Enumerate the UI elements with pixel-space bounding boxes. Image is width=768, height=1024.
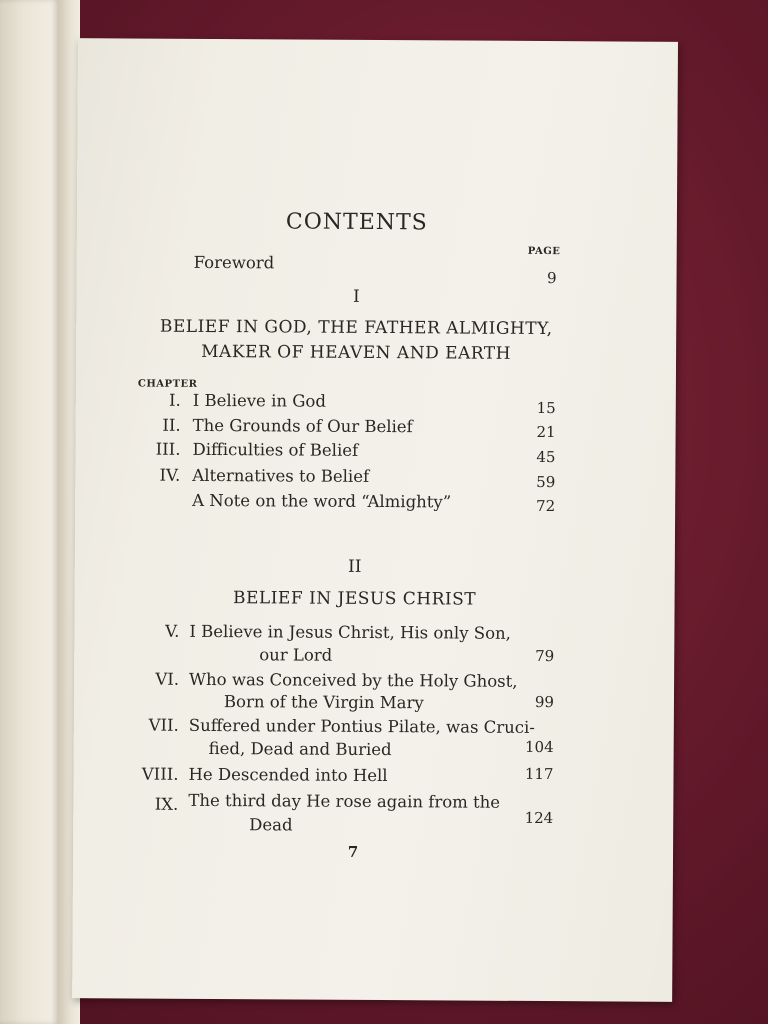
chapter-numeral: I.	[168, 390, 181, 410]
chapter-numeral: VIII.	[141, 764, 179, 784]
chapter-title-line: The third day He rose again from the	[188, 790, 501, 812]
chapter-numeral: IV.	[159, 465, 181, 485]
chapter-page: 79	[535, 646, 555, 666]
note-page: 72	[536, 496, 556, 516]
chapter-title-line: I Believe in Jesus Christ, His only Son,	[189, 621, 511, 643]
chapter-title-line: Suffered under Pontius Pilate, was Cruci-	[188, 715, 535, 737]
chapter-title-line: Dead	[249, 815, 293, 835]
page-title: CONTENTS	[285, 209, 428, 236]
page-column-header: PAGE	[527, 245, 561, 258]
page-folio: 7	[347, 842, 359, 861]
chapter-page: 21	[536, 422, 556, 442]
chapter-title: I Believe in God	[192, 390, 326, 411]
chapter-numeral: V.	[165, 621, 180, 641]
chapter-numeral: III.	[155, 439, 181, 459]
chapter-page: 15	[536, 398, 556, 418]
chapter-title-line: He Descended into Hell	[188, 764, 388, 786]
chapter-numeral: VII.	[148, 715, 179, 735]
contents-page	[72, 38, 678, 1002]
chapter-page: 124	[524, 808, 554, 828]
chapter-numeral: IX.	[154, 794, 179, 814]
chapter-title-line: fied, Dead and Buried	[208, 738, 392, 760]
chapter-page: 45	[536, 447, 556, 467]
chapter-title: The Grounds of Our Belief	[192, 415, 413, 437]
part-title: BELIEF IN JESUS CHRIST	[232, 588, 477, 610]
chapter-title-line: our Lord	[259, 645, 333, 665]
foreword-page: 9	[546, 269, 557, 288]
chapter-title-line: Born of the Virgin Mary	[223, 692, 424, 713]
note-title: A Note on the word “Almighty”	[192, 490, 452, 512]
foreword-entry: Foreword	[193, 252, 275, 273]
chapter-title-line: Who was Conceived by the Holy Ghost,	[189, 669, 518, 691]
chapter-page: 59	[536, 472, 556, 492]
chapter-page: 117	[524, 764, 554, 784]
chapter-numeral: II.	[162, 415, 181, 435]
part-numeral: II	[348, 556, 362, 577]
part-title-line: MAKER OF HEAVEN AND EARTH	[201, 341, 512, 364]
chapter-column-header: CHAPTER	[137, 378, 198, 390]
chapter-title: Alternatives to Belief	[192, 465, 370, 486]
left-page-edge	[0, 0, 60, 1024]
chapter-title: Difficulties of Belief	[192, 439, 359, 460]
chapter-numeral: VI.	[155, 669, 180, 689]
part-title-line: BELIEF IN GOD, THE FATHER ALMIGHTY,	[159, 316, 553, 340]
chapter-page: 104	[524, 737, 554, 757]
part-numeral: I	[353, 286, 360, 307]
chapter-page: 99	[534, 692, 555, 712]
